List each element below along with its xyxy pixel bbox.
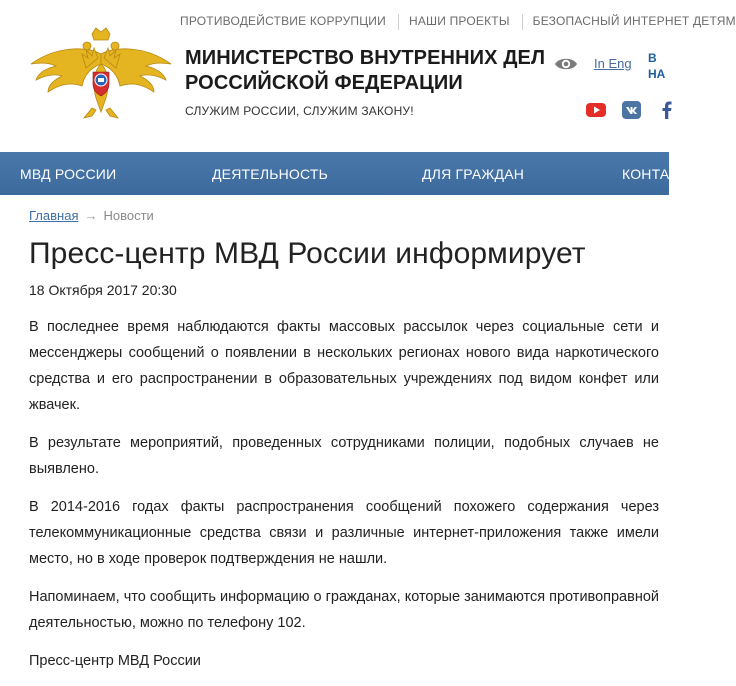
ministry-motto: СЛУЖИМ РОССИИ, СЛУЖИМ ЗАКОНУ! xyxy=(185,104,414,118)
eye-icon[interactable] xyxy=(554,56,578,72)
breadcrumb-arrow-icon: → xyxy=(84,208,98,223)
header-edge-text[interactable] xyxy=(648,50,665,82)
menu-item-activity[interactable]: ДЕЯТЕЛЬНОСТЬ xyxy=(212,166,328,182)
facebook-icon[interactable] xyxy=(656,100,678,120)
ministry-title-line1: МИНИСТЕРСТВО ВНУТРЕННИХ ДЕЛ xyxy=(185,47,546,69)
divider xyxy=(522,14,523,30)
header-edge-line1: В xyxy=(648,51,657,65)
breadcrumb-current: Новости xyxy=(103,208,154,223)
topnav-link-anticorruption[interactable]: ПРОТИВОДЕЙСТВИЕ КОРРУПЦИИ xyxy=(180,14,386,29)
divider xyxy=(398,14,399,30)
menu-item-citizens[interactable]: ДЛЯ ГРАЖДАН xyxy=(422,166,525,182)
topnav-link-safe-internet[interactable]: БЕЗОПАСНЫЙ ИНТЕРНЕТ ДЕТЯМ xyxy=(532,14,736,29)
english-version-link[interactable]: In Eng xyxy=(594,56,632,71)
article-paragraph: В 2014-2016 годах факты распространения сообщений похожего содержания через телекоммуникационные средства связи и различные интернет-приложения также имели место, но в ходе проверок подтверждения не нашли. xyxy=(29,499,659,567)
article-paragraph: Напоминаем, что сообщить информацию о гражданах, которые занимаются противоправной деятельностью, можно по телефону 102. xyxy=(29,589,659,631)
breadcrumb xyxy=(29,208,154,223)
menu-item-contacts[interactable]: КОНТАКТЫ xyxy=(622,166,700,182)
header-edge-line2: НА xyxy=(648,67,666,81)
menu-item-mvd[interactable]: МВД РОССИИ xyxy=(20,166,117,182)
publication-date: 18 Октября 2017 20:30 xyxy=(29,282,177,298)
vk-icon[interactable] xyxy=(621,100,643,120)
article-signature: Пресс-центр МВД России xyxy=(29,653,201,669)
article-body xyxy=(29,314,659,686)
double-headed-eagle-emblem[interactable] xyxy=(26,24,176,120)
page-title: Пресс-центр МВД России информирует xyxy=(29,237,586,270)
ministry-title[interactable] xyxy=(185,46,545,96)
main-menu xyxy=(0,152,700,195)
ministry-title-line2: РОССИЙСКОЙ ФЕДЕРАЦИИ xyxy=(185,72,463,94)
article-paragraph: В последнее время наблюдаются факты массовых рассылок через социальные сети и мессенджеры сообщений о появлении в нескольких регионах нового вида наркотического средства и его распространении в образовательных учреждениях под видом конфет или жвачек. xyxy=(29,319,659,413)
topnav-link-projects[interactable]: НАШИ ПРОЕКТЫ xyxy=(408,14,510,29)
breadcrumb-home-link[interactable]: Главная xyxy=(29,208,79,223)
youtube-icon[interactable] xyxy=(585,100,607,120)
article-paragraph: В результате мероприятий, проведенных сотрудниками полиции, подобных случаев не выявлено. xyxy=(29,435,659,477)
top-navigation xyxy=(180,14,736,30)
